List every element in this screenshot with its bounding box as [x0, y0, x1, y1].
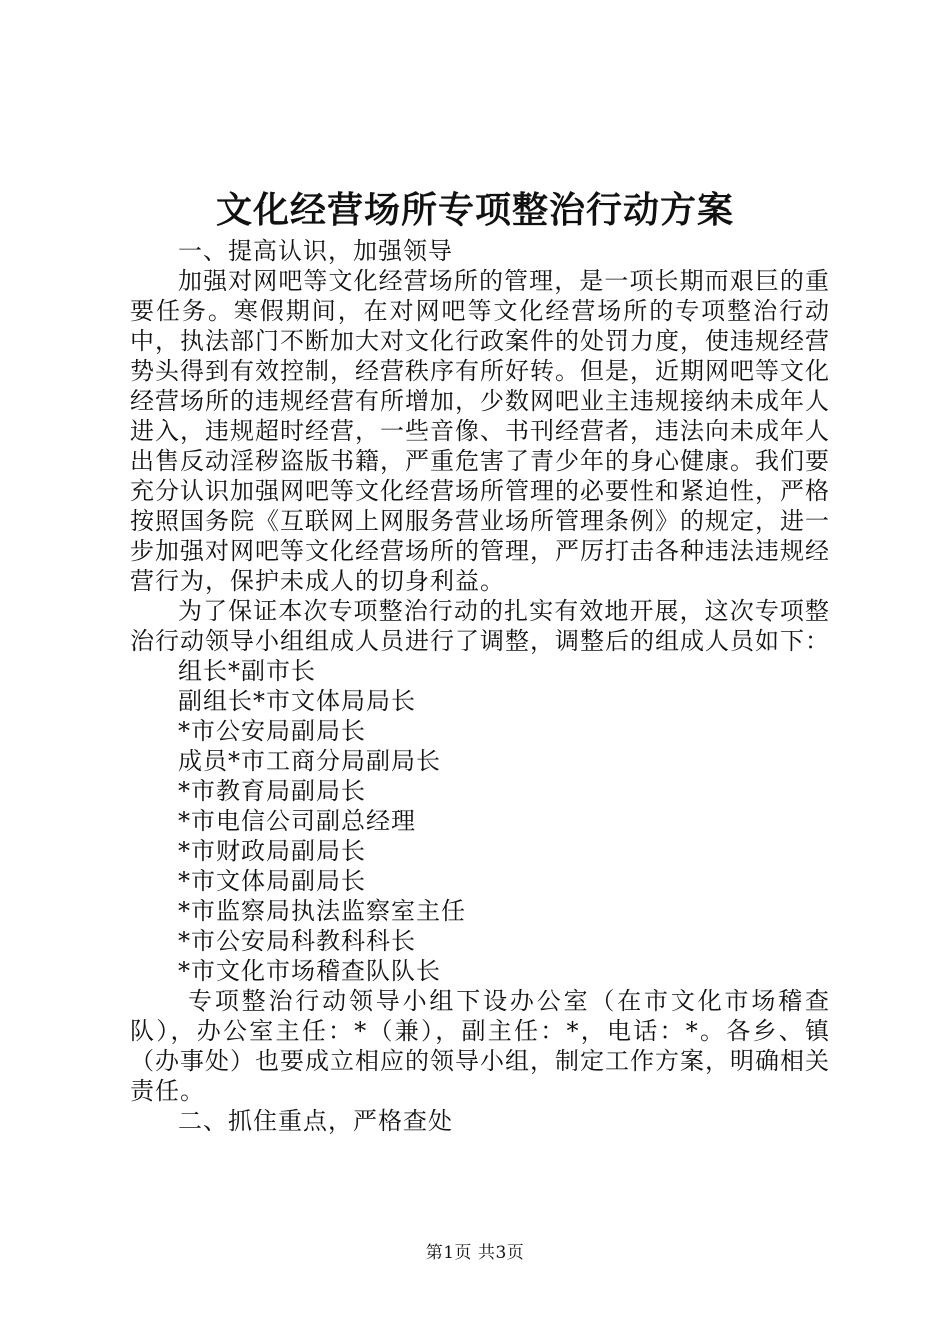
member-item: *市电信公司副总经理	[178, 807, 416, 835]
member-item: *市文化市场稽查队队长	[178, 957, 441, 985]
page-number-footer: 第1页 共3页	[425, 1243, 525, 1263]
member-item: 组长*副市长	[178, 657, 316, 685]
member-item: *市教育局副局长	[178, 777, 366, 805]
section-heading-1: 一、提高认识，加强领导	[178, 237, 453, 265]
member-item: *市文体局副局长	[178, 867, 366, 895]
member-item: 副组长*市文体局局长	[178, 687, 416, 715]
document-title: 文化经营场所专项整治行动方案	[215, 189, 734, 231]
member-item: 成员*市工商分局副局长	[178, 747, 441, 775]
member-item: *市财政局副局长	[178, 837, 366, 865]
section-heading-2: 二、抓住重点，严格查处	[178, 1107, 453, 1135]
paragraph-3: 专项整治行动领导小组下设办公室（在市文化市场稽查队），办公室主任：*（兼），副主任：*，电话：*。各乡、镇（办事处）也要成立相应的领导小组，制定工作方案，明确相关责任。	[130, 987, 830, 1105]
member-item: *市公安局副局长	[178, 717, 366, 745]
paragraph-1: 加强对网吧等文化经营场所的管理，是一项长期而艰巨的重要任务。寒假期间，在对网吧等文化经营场所的专项整治行动中，执法部门不断加大对文化行政案件的处罚力度，使违规经营势头得到有效控制，经营秩序有所好转。但是，近期网吧等文化经营场所的违规经营有所增加，少数网吧业主违规接纳未成年人进入，违规超时经营，一些音像、书刊经营者，违法向未成年人出售反动淫秽盗版书籍，严重危害了青少年的身心健康。我们要充分认识加强网吧等文化经营场所管理的必要性和紧迫性，严格按照国务院《互联网上网服务营业场所管理条例》的规定，进一步加强对网吧等文化经营场所的管理，严厉打击各种违法违规经营行为，保护未成人的切身利益。	[130, 267, 830, 595]
member-item: *市公安局科教科科长	[178, 927, 416, 955]
paragraph-2: 为了保证本次专项整治行动的扎实有效地开展，这次专项整治行动领导小组组成人员进行了调整，调整后的组成人员如下：	[130, 597, 830, 655]
member-item: *市监察局执法监察室主任	[178, 897, 466, 925]
document-body	[130, 236, 830, 1136]
member-list	[130, 656, 830, 986]
